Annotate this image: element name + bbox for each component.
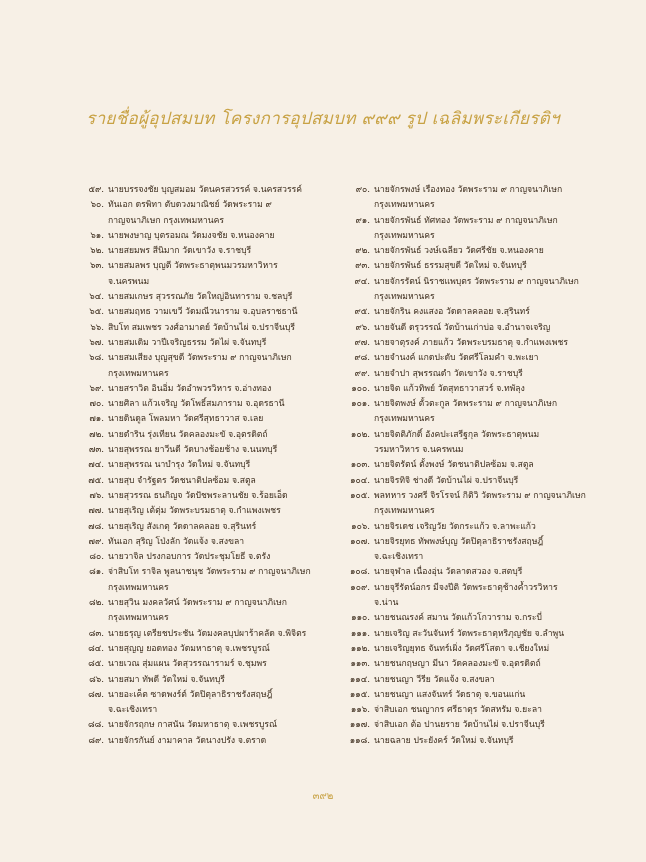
entry-number: ๑๑๘. [349, 735, 370, 746]
entry-line: นายชนญา แสงจันทร์ วัดธาตุ จ.ขอนแก่น [374, 689, 526, 700]
entry-text [374, 259, 603, 274]
name-entry [338, 397, 603, 428]
entry-number: ๑๐๗. [350, 536, 370, 547]
entry-number: ๘๒. [88, 598, 104, 609]
entry-line: นายสราวิต อินอิ่ม วัดอำพวรวิหาร จ.อ่างทอง [108, 383, 272, 394]
name-entry [338, 428, 603, 459]
entry-text [108, 244, 347, 259]
entry-line: นายสมเสียง บุญสุขดี วัดพระราม ๙ กาญจนาภิเษก [108, 353, 292, 364]
entry-line: นายศิลา แก้วเจริญ วัดโพธิ์สมภาราม จ.อุดรธานี [108, 399, 285, 410]
entry-text [108, 565, 347, 596]
entry-line: นายสมเดิม วาปีเจริญธรรม วัดไผ่ จ.จันทบุรี [108, 337, 267, 348]
entry-number: ๖๗. [89, 337, 104, 348]
entry-number: ๗๕. [88, 475, 104, 486]
name-entry [82, 565, 347, 596]
name-entry [82, 657, 347, 672]
entry-line: ทันเอก สุริญ โป่งลัก วัดแจ้ง จ.สงขลา [108, 536, 245, 547]
entry-text [374, 627, 603, 642]
page-number: ๓๙๒ [312, 791, 334, 802]
name-entry [82, 183, 347, 198]
entry-text [374, 734, 603, 749]
entry-text [374, 351, 603, 366]
entry-number: ๘๖. [89, 674, 104, 685]
name-entry [338, 642, 603, 657]
entry-number: ๗๔. [88, 460, 104, 471]
entry-text [108, 397, 347, 412]
entry-line: นายวาจิล ปรงกอบการ วัดประชุมโยธี จ.ตรัง [108, 552, 271, 563]
left-column [82, 183, 347, 749]
name-entry [82, 642, 347, 657]
entry-number: ๘๙. [88, 735, 104, 746]
entry-line: นายจุรีรัตน์อกร มีจงปีติ วัดพระธาตุช้างค้ำวรวิหาร [374, 582, 558, 593]
entry-number: ๙๗. [354, 337, 370, 348]
entry-text [374, 367, 603, 382]
entry-number: ๙๓. [355, 261, 370, 272]
entry-number: ๖๕. [89, 307, 104, 318]
name-entry [338, 611, 603, 626]
entry-number: ๑๐๙. [350, 582, 370, 593]
name-entry [338, 183, 603, 214]
entry-text [108, 642, 347, 657]
name-entry [338, 718, 603, 733]
entry-line: ทันเอก ดรพิทา ตับดวงมาณิชย์ วัดพระราม ๙ [108, 200, 272, 211]
name-entry [82, 412, 347, 427]
entry-number: ๑๑๓. [350, 659, 370, 670]
entry-text [108, 290, 347, 305]
entry-text [374, 382, 603, 397]
entry-line: กรุงเทพมหานคร [108, 582, 169, 593]
name-entry [82, 443, 347, 458]
name-entry [338, 321, 603, 336]
name-entry [82, 535, 347, 550]
entry-number: ๑๑๑. [350, 628, 370, 639]
entry-line: นายจักรรัตน์ นิราชแพบุตร วัดพระราม ๙ กาญจนาภิเษก [374, 276, 579, 287]
entry-text [374, 688, 603, 703]
entry-number: ๑๑๒. [350, 643, 370, 654]
entry-number: ๕๙. [88, 185, 104, 195]
entry-text [108, 382, 347, 397]
entry-text [374, 581, 603, 612]
entry-number: ๑๐๘. [349, 567, 370, 578]
entry-line: นายสยมพร สีนิมาก วัดเขาวัง จ.ราชบุรี [108, 246, 252, 257]
entry-line: สิบโท สมเพชร วงศ์อามาตย์ วัดบ้านไผ่ จ.ปราจีนบุรี [108, 322, 296, 333]
entry-line: กรุงเทพมหานคร [374, 506, 435, 517]
entry-text [374, 535, 603, 566]
entry-text [374, 565, 603, 580]
entry-line: นายสมฤทธ วามเขวี วัดมณีวนาราม จ.อุบลราชธานี [108, 307, 298, 318]
entry-text [108, 183, 347, 198]
entry-number: ๑๐๓. [350, 460, 370, 471]
entry-line: กรุงเทพมหานคร [374, 200, 435, 211]
entry-text [108, 550, 347, 565]
entry-text [374, 489, 603, 520]
entry-line: นายสมา ทัพดี วัดใหม่ จ.จันทบุรี [108, 674, 225, 685]
name-entry [82, 321, 347, 336]
entry-text [108, 504, 347, 519]
entry-line: พลทหาร วงศรี จิรโรจน์ กิติวิ วัดพระราม ๙ กาญจนาภิเษก [374, 490, 586, 501]
entry-line: นายชนกฤษญา มีนา วัดคลองมะขั จ.อุตรดิตถ์ [374, 659, 541, 670]
entry-text [374, 611, 603, 626]
name-entry [338, 688, 603, 703]
entry-line: จ.นครพนม [108, 276, 150, 287]
entry-line: นายบรรจงชัย บุญสมอม วัดนครสวรรค์ จ.นครสวรรค์ [108, 185, 302, 195]
entry-text [374, 275, 603, 306]
entry-text [108, 351, 347, 382]
entry-line: วรมหาวิหาร จ.นครพนม [374, 445, 464, 456]
name-entry [338, 305, 603, 320]
entry-line: นายจักรฤกษ กาสนัน วัดมหาธาตุ จ.เพชรบูรณ์ [108, 720, 277, 731]
name-entry [338, 275, 603, 306]
name-entry [82, 305, 347, 320]
entry-number: ๖๙. [89, 383, 104, 394]
entry-number: ๑๑๕. [349, 689, 370, 700]
entry-line: นายจุฬาล เนื่องอุ่น วัดลาดสวอง จ.สตบุรี [374, 567, 523, 578]
entry-text [108, 627, 347, 642]
name-entry [338, 657, 603, 672]
entry-line: นายชนญา วีรีย วัดแจ้ง จ.สงขลา [374, 674, 495, 685]
entry-number: ๗๓. [88, 445, 104, 456]
entry-number: ๙๕. [354, 307, 370, 318]
entry-line: นายชนณรงค์ สมาน วัดแก้วโกวาราม จ.กระบี่ [374, 613, 542, 624]
entry-line: นายจิรเดช เจริญวัย วัดกระแก้ว จ.ลาพะแก้ว [374, 521, 536, 532]
entry-line: นายจำนงค์ แกดปะดับ วัดศรีโลมคำ จ.พะเยา [374, 353, 539, 364]
entry-text [108, 229, 347, 244]
name-entry [338, 489, 603, 520]
entry-line: กรุงเทพมหานคร [374, 292, 435, 303]
name-entry [338, 535, 603, 566]
entry-text [108, 688, 347, 719]
entry-line: กรุงเทพมหานคร [374, 414, 435, 425]
entry-number: ๙๔. [354, 276, 370, 287]
name-entry [338, 520, 603, 535]
entry-line: นายจิต แก้วทิพย์ วัดสุทธาวาสวร์ จ.ทพัลุง [374, 383, 525, 394]
entry-line: จ.ฉะเชิงเทรา [374, 552, 424, 563]
entry-line: นายสุพรรณ ยาวีนดี วัดบางช้อยช้าง จ.นนทบุรี [108, 445, 278, 456]
name-entry [82, 290, 347, 305]
entry-text [374, 703, 603, 718]
name-entry [338, 259, 603, 274]
entry-number: ๘๑. [89, 567, 104, 578]
entry-number: ๘๐. [89, 552, 104, 563]
entry-number: ๙๑. [355, 215, 370, 226]
entry-number: ๙๘. [354, 353, 370, 364]
entry-text [108, 428, 347, 443]
entry-number: ๑๐๐. [351, 383, 370, 394]
name-entry [82, 550, 347, 565]
entry-text [374, 458, 603, 473]
name-entry [338, 382, 603, 397]
entry-line: กรุงเทพมหานคร [108, 613, 169, 624]
entry-text [374, 718, 603, 733]
entry-number: ๖๓. [89, 261, 104, 272]
entry-text [374, 244, 603, 259]
entry-number: ๖๖. [90, 322, 104, 333]
entry-number: ๗๗. [88, 506, 104, 517]
entry-number: ๖๔. [89, 292, 104, 303]
entry-text [108, 259, 347, 290]
entry-line: นายดำริน รุ่งเทียน วัดคลองมะขั จ.อุตรดิตถ์ [108, 429, 268, 440]
name-entry [82, 673, 347, 688]
entry-text [108, 336, 347, 351]
name-entry [82, 688, 347, 719]
entry-number: ๖๘. [89, 353, 104, 364]
name-entry [82, 520, 347, 535]
name-entry [82, 229, 347, 244]
name-entry [82, 397, 347, 412]
entry-line: นายจักรพันธ์ ทัศทอง วัดพระราม ๙ กาญจนาภิเษก [374, 215, 558, 226]
entry-text [108, 718, 347, 733]
entry-text [374, 321, 603, 336]
entry-number: ๗๘. [88, 521, 104, 532]
entry-line: นายดินดูล โพลมหา วัดศรีสุทธาวาส จ.เลย [108, 414, 264, 425]
entry-number: ๙๙. [354, 368, 370, 379]
entry-text [374, 657, 603, 672]
name-entry [82, 596, 347, 627]
name-entry [338, 214, 603, 245]
entry-line: นายธรุญ เตรียชประชัน วัดมงคลบุปผาร้าคลัด จ.พิจิตร [108, 628, 307, 639]
entry-line: นายเจริญ สะวันจันทร์ วัดพระธาตุหริภุญชัย จ.ลำพูน [374, 628, 565, 639]
name-entry [338, 458, 603, 473]
entry-number: ๖๑. [90, 230, 104, 241]
entry-text [374, 214, 603, 245]
entry-text [108, 305, 347, 320]
name-entry [82, 336, 347, 351]
entry-text [374, 397, 603, 428]
entry-number: ๙๐. [355, 185, 370, 195]
entry-text [108, 321, 347, 336]
entry-number: ๗๑. [89, 414, 104, 425]
entry-text [374, 642, 603, 657]
name-entry [338, 244, 603, 259]
entry-text [374, 183, 603, 214]
entry-text [108, 489, 347, 504]
entry-line: นายจิตรัตน์ ตั้งพงษ์ วัดชนาติปลซ้อม จ.สตูล [374, 460, 534, 471]
right-column [338, 183, 603, 749]
entry-number: ๑๑๔. [349, 674, 370, 685]
name-entry [338, 474, 603, 489]
entry-number: ๗๖. [89, 490, 104, 501]
entry-line: นายจักรกันย์ งามาคาล วัดนางปรัง จ.ตราด [108, 735, 267, 746]
name-entry [82, 198, 347, 229]
entry-line: นายสุเริญ เต้ตุ่ม วัดพระบรมธาตุ จ.กำแพงเพชร [108, 506, 281, 517]
entry-line: นายจาตุรงค์ ภายแก้ว วัดพระบรมธาตุ จ.กำแพงเพชร [374, 337, 568, 348]
entry-number: ๖๐. [90, 200, 104, 211]
entry-line: นายสุบ จำรัฐตร วัดชนาติปลซ้อม จ.สตูล [108, 475, 256, 486]
name-entry [82, 504, 347, 519]
entry-text [108, 474, 347, 489]
entry-line: นายพงษาญ บุตรอมณ วัดมงจชัย จ.หนองคาย [108, 230, 275, 241]
entry-number: ๑๐๖. [351, 521, 370, 532]
name-entry [338, 367, 603, 382]
entry-number: ๙๒. [355, 246, 370, 257]
name-entry [82, 489, 347, 504]
entry-line: จ่าสิบเอก ชนญากร ศรีธาตุร วัดสหรัม จ.ยะลา [374, 705, 542, 716]
entry-text [108, 198, 347, 229]
name-entry [338, 336, 603, 351]
name-entry [82, 627, 347, 642]
entry-line: จ.ฉะเชิงเทรา [108, 705, 158, 716]
name-entry [338, 673, 603, 688]
entry-text [374, 305, 603, 320]
name-entry [338, 351, 603, 366]
entry-number: ๘๔. [88, 643, 104, 654]
entry-line: นายสุวิน มงคลวัศน์ วัดพระราม ๙ กาญจนาภิเษก [108, 598, 287, 609]
entry-number: ๗๒. [89, 429, 104, 440]
entry-line: กรุงเทพมหานคร [374, 230, 435, 241]
entry-line: นายจักรพงษ์ เรืองทอง วัดพระราม ๙ กาญจนาภิเษก [374, 185, 563, 195]
entry-line: นายเวณ สุ่มแผน วัดสุวรรณารามร์ จ.ชุมพร [108, 659, 267, 670]
entry-number: ๑๑๖. [350, 705, 370, 716]
entry-text [108, 443, 347, 458]
entry-line: นายฉลาย ประยังคร์ วัดใหม่ จ.จันทบุรี [374, 735, 514, 746]
entry-number: ๘๓. [88, 628, 104, 639]
entry-line: นายจิตพงษ์ ตั้วตะกูล วัดพระราม ๙ กาญจนาภิเษก [374, 399, 558, 410]
name-entry [338, 627, 603, 642]
entry-number: ๖๒. [90, 246, 104, 257]
entry-text [108, 734, 347, 749]
entry-line: นายจิรทิจิ ช่างดี วัดบ้านไผ่ จ.ปราจีนบุรี [374, 475, 519, 486]
entry-text [374, 520, 603, 535]
name-entry [82, 382, 347, 397]
name-entry [82, 458, 347, 473]
name-entry [82, 718, 347, 733]
entry-number: ๑๐๒. [350, 429, 370, 440]
entry-text [374, 673, 603, 688]
name-entry [82, 474, 347, 489]
name-entry [338, 703, 603, 718]
entry-text [374, 336, 603, 351]
entry-line: นายสุพรรณ นาบำรุง วัดใหม่ จ.จันทบุรี [108, 460, 251, 471]
entry-number: ๑๐๕. [350, 490, 370, 501]
entry-number: ๑๐๑. [351, 399, 370, 410]
entry-number: ๘๗. [88, 689, 104, 700]
name-entry [82, 259, 347, 290]
entry-text [374, 428, 603, 459]
entry-line: นายสุเริญ สังเกตุ วัดดาลคลอย จ.สุรินทร์ [108, 521, 257, 532]
entry-line: จ่าสิบโท ราจิล พูลนาชนุช วัดพระราม ๙ กาญจนาภิเษก [108, 567, 311, 578]
entry-number: ๑๑๐. [351, 613, 370, 624]
entry-number: ๑๑๗. [349, 720, 370, 731]
entry-line: นายสุญญ ยอดทอง วัดมหาธาตุ จ.เพชรบูรณ์ [108, 643, 270, 654]
entry-line: นายจำปา สุพรรณดำ วัดเขาวัง จ.ราชบุรี [374, 368, 523, 379]
name-entry [82, 351, 347, 382]
entry-line: นายสมเกษร สุวรรณภัย วัดใหญ่อินทาราม จ.ชลบุรี [108, 292, 293, 303]
entry-line: นายจันดี ดรุวรรณ์ วัดบ้านเก่าบ่อ จ.อำนาจเจริญ [374, 322, 551, 333]
entry-number: ๗๐. [89, 399, 104, 410]
name-entry [338, 734, 603, 749]
name-entry [82, 244, 347, 259]
name-entry [82, 428, 347, 443]
entry-text [108, 596, 347, 627]
entry-line: นายจักรพันธ์ วงษ์เฉลียว วัดศรีชัย จ.หนองคาย [374, 246, 544, 257]
entry-line: จ่าสิบเอก ต้อ ปานยราย วัดบ้านไผ่ จ.ปราจีนบุรี [374, 720, 545, 731]
entry-number: ๘๕. [88, 659, 104, 670]
name-entry [338, 565, 603, 580]
entry-line: จ.น่าน [374, 598, 399, 609]
entry-line: นายอะเค็ต ซาดพงร์ต์ วัดปิตุลาธิราชรังสฤษฎิ์ [108, 689, 273, 700]
entry-text [374, 474, 603, 489]
entry-line: นายจิตติภักดิ์ อังคปะเสรีฐกุล วัดพระธาตุพนม [374, 429, 540, 440]
entry-line: กาญจนาภิเษก กรุงเทพมหานคร [108, 215, 224, 226]
entry-text [108, 520, 347, 535]
entry-number: ๑๐๔. [350, 475, 370, 486]
name-entry [338, 581, 603, 612]
page-title: รายชื่อผู้อุปสมบท โครงการอุปสมบท ๙๙๙ รูป เฉลิมพระเกียรติฯ [86, 109, 560, 129]
entry-number: ๗๙. [88, 536, 104, 547]
entry-line: นายจิรยุทธ ทัพพงษ์บุญ วัดปิตุลาธิราชรังสฤษฎิ์ [374, 536, 544, 547]
entry-line: นายสุวรรณ ธนกิญจ วัดปัชพระลานชัย จ.ร้อยเอ็ด [108, 490, 288, 501]
entry-line: นายสมลพร บุญตี วัดพระธาตุพนมวรมหาวิหาร [108, 261, 278, 272]
entry-line: นายจักรพันธ์ ธรรมสุขดี วัดใหม่ จ.จันทบุรี [374, 261, 527, 272]
entry-text [108, 458, 347, 473]
entry-line: นายเจริญยุทธ จันทร์เผิ่ง วัดศรีโสดา จ.เชียงใหม่ [374, 643, 550, 654]
name-entry [82, 734, 347, 749]
entry-number: ๙๖. [355, 322, 370, 333]
entry-line: นายจักริน คงแสงอ วัดดาลคลอย จ.สุรินทร์ [374, 307, 530, 318]
entry-text [108, 673, 347, 688]
entry-line: กรุงเทพมหานคร [108, 368, 169, 379]
entry-text [108, 412, 347, 427]
entry-text [108, 657, 347, 672]
entry-number: ๘๘. [88, 720, 104, 731]
entry-text [108, 535, 347, 550]
